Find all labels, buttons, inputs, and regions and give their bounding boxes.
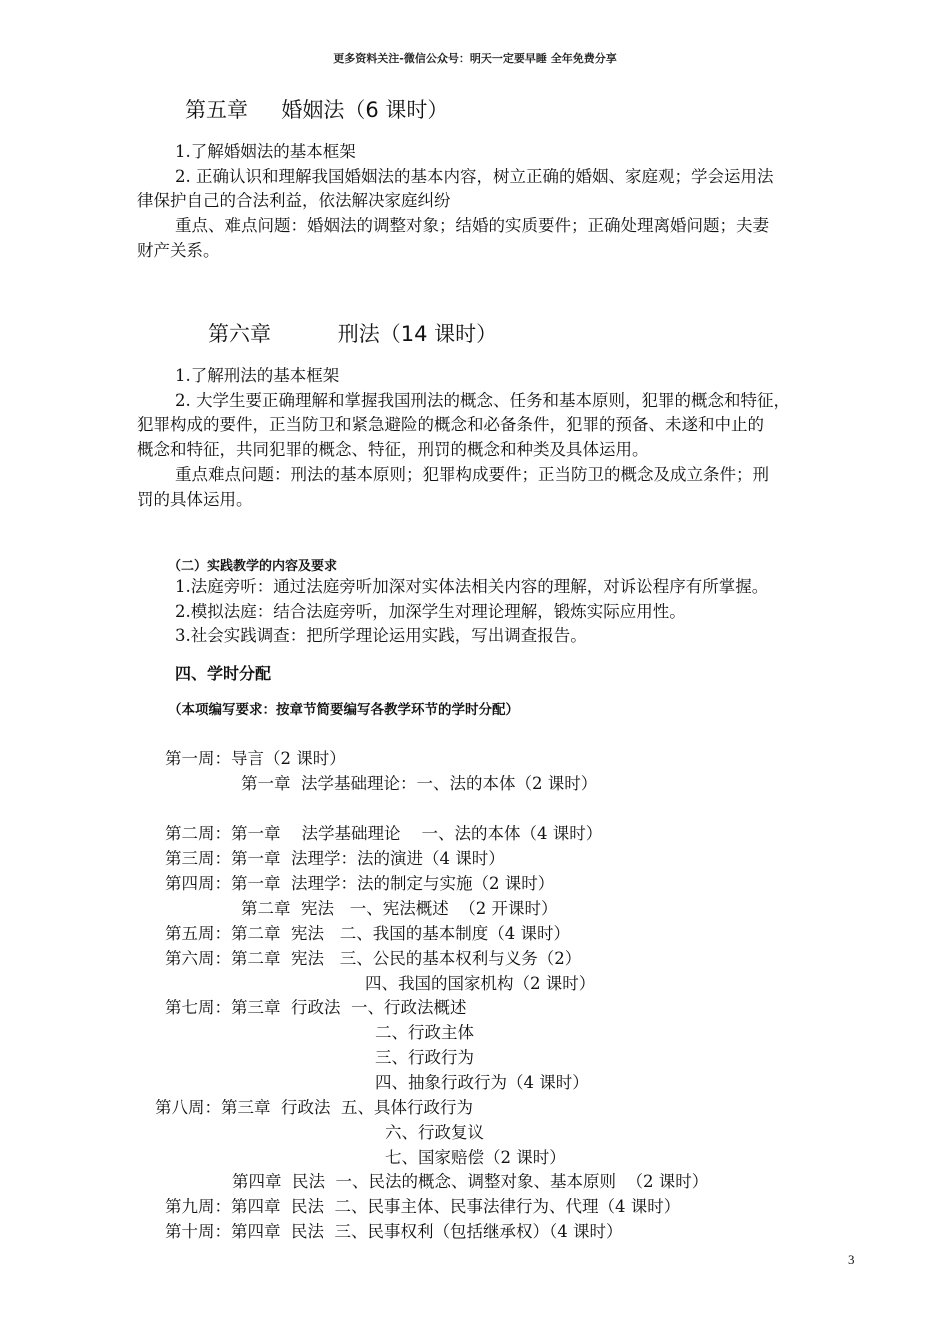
schedule-line: 六、行政复议 <box>385 1123 484 1142</box>
schedule-line: 第一章 法学基础理论：一、法的本体（2 课时） <box>241 774 598 793</box>
schedule-line: 七、国家赔偿（2 课时） <box>385 1148 566 1167</box>
page-header: 更多资料关注-微信公众号：明天一定要早睡 全年免费分享 <box>333 52 617 65</box>
schedule-line: 第二周：第一章 法学基础理论 一、法的本体（4 课时） <box>165 824 603 843</box>
schedule-line: 第八周：第三章 行政法 五、具体行政行为 <box>155 1098 473 1117</box>
practice-title: （二）实践教学的内容及要求 <box>168 559 338 574</box>
paragraph-line: 2.模拟法庭：结合法庭旁听，加深学生对理论理解，锻炼实际应用性。 <box>175 602 686 621</box>
paragraph-line: 律保护自己的合法利益，依法解决家庭纠纷 <box>137 191 451 210</box>
paragraph-line: 1.法庭旁听：通过法庭旁听加深对实体法相关内容的理解，对诉讼程序有所掌握。 <box>175 577 769 596</box>
paragraph-line: 3.社会实践调查：把所学理论运用实践，写出调查报告。 <box>175 626 587 645</box>
paragraph-line: 2. 正确认识和理解我国婚姻法的基本内容，树立正确的婚姻、家庭观；学会运用法 <box>175 167 774 186</box>
schedule-line: 第十周：第四章 民法 三、民事权利（包括继承权）（4 课时） <box>165 1222 623 1241</box>
schedule-line: 四、抽象行政行为（4 课时） <box>375 1073 589 1092</box>
paragraph-line: 重点、难点问题：婚姻法的调整对象；结婚的实质要件；正确处理离婚问题；夫妻 <box>175 216 769 235</box>
schedule-line: 第三周：第一章 法理学：法的演进（4 课时） <box>165 849 505 868</box>
schedule-line: 四、我国的国家机构（2 课时） <box>365 974 596 993</box>
schedule-line: 第七周：第三章 行政法 一、行政法概述 <box>165 998 467 1017</box>
paragraph-line: 1.了解婚姻法的基本框架 <box>175 142 356 161</box>
schedule-line: 第九周：第四章 民法 二、民事主体、民事法律行为、代理（4 课时） <box>165 1197 681 1216</box>
paragraph-line: 1.了解刑法的基本框架 <box>175 366 340 385</box>
chapter5-title: 第五章 婚姻法（6 课时） <box>185 98 449 122</box>
schedule-line: 第四周：第一章 法理学：法的制定与实施（2 课时） <box>165 874 555 893</box>
paragraph-line: 2. 大学生要正确理解和掌握我国刑法的概念、任务和基本原则，犯罪的概念和特征， <box>175 391 790 410</box>
paragraph-line: 罚的具体运用。 <box>137 490 253 509</box>
chapter6-title: 第六章 刑法（14 课时） <box>208 322 498 346</box>
paragraph-line: 财产关系。 <box>137 241 220 260</box>
schedule-line: 第二章 宪法 一、宪法概述 （2 开课时） <box>241 899 558 918</box>
hours-note: （本项编写要求：按章节简要编写各教学环节的学时分配） <box>168 702 519 718</box>
paragraph-line: 重点难点问题：刑法的基本原则；犯罪构成要件；正当防卫的概念及成立条件；刑 <box>175 465 769 484</box>
schedule-line: 三、行政行为 <box>375 1048 474 1067</box>
paragraph-line: 犯罪构成的要件，正当防卫和紧急避险的概念和必备条件，犯罪的预备、未遂和中止的 <box>137 415 764 434</box>
paragraph-line: 概念和特征，共同犯罪的概念、特征，刑罚的概念和种类及具体运用。 <box>137 440 649 459</box>
schedule-line: 第一周：导言（2 课时） <box>165 749 346 768</box>
hours-title: 四、学时分配 <box>175 664 272 683</box>
schedule-line: 第四章 民法 一、民法的概念、调整对象、基本原则 （2 课时） <box>232 1172 709 1191</box>
schedule-line: 第五周：第二章 宪法 二、我国的基本制度（4 课时） <box>165 924 570 943</box>
page-number: 3 <box>848 1252 855 1267</box>
schedule-line: 第六周：第二章 宪法 三、公民的基本权利与义务（2） <box>165 949 582 968</box>
schedule-line: 二、行政主体 <box>375 1023 474 1042</box>
